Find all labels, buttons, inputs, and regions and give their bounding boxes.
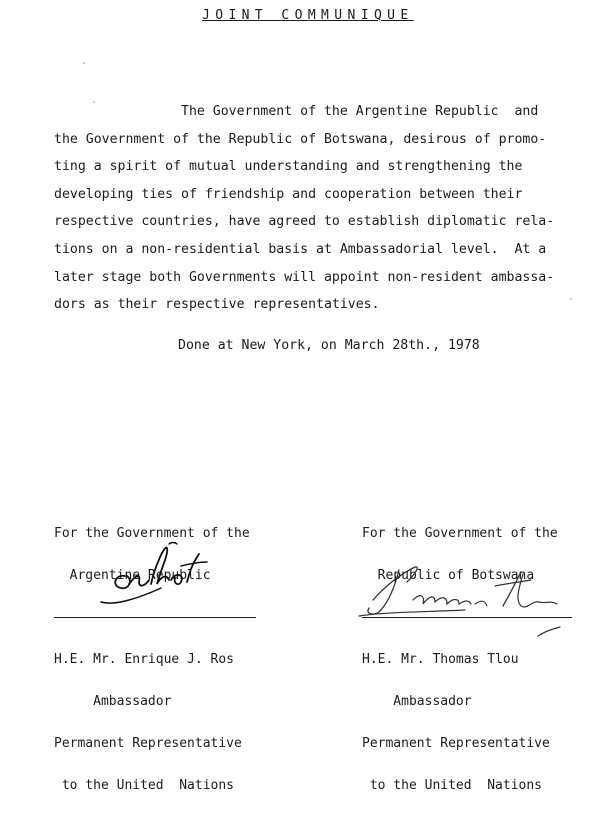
- scan-speck: [93, 101, 95, 103]
- pen-stroke-mark: [536, 626, 562, 638]
- left-signatory-block: [54, 625, 242, 821]
- body-line: dors as their respective representatives.: [54, 297, 380, 313]
- right-heading-line1: For the Government of the: [362, 526, 558, 541]
- right-signatory-title-line1: Permanent Representative: [362, 736, 550, 751]
- right-handwritten-signature: [355, 560, 570, 622]
- left-signatory-role: Ambassador: [54, 694, 172, 709]
- scan-speck: [83, 62, 85, 64]
- left-handwritten-signature: [95, 536, 225, 616]
- body-line: tions on a non-residential basis at Ambassadorial level. At a: [54, 241, 547, 257]
- right-signatory-title-line2: to the United Nations: [362, 778, 543, 793]
- body-line: developing ties of friendship and cooperation between their: [54, 186, 523, 202]
- scan-speck: [570, 298, 572, 300]
- left-signatory-title-line2: to the United Nations: [54, 778, 235, 793]
- body-line: The Government of the Argentine Republic and: [54, 104, 539, 119]
- right-heading-line2: Republic of Botswana: [362, 568, 535, 583]
- done-at-line: Done at New York, on March 28th., 1978: [178, 338, 480, 353]
- left-signature-line: [54, 617, 256, 618]
- body-line: respective countries, have agreed to establish diplomatic rela-: [54, 214, 555, 230]
- right-signatory-block: [362, 625, 550, 821]
- body-line: the Government of the Republic of Botswana, desirous of promo-: [54, 131, 547, 147]
- left-signatory-title-line1: Permanent Representative: [54, 736, 242, 751]
- right-signatory-name: H.E. Mr. Thomas Tlou: [362, 652, 519, 667]
- left-heading-line1: For the Government of the: [54, 526, 250, 541]
- communique-body: [54, 98, 584, 319]
- right-signature-line: [362, 617, 572, 618]
- right-signatory-role: Ambassador: [362, 694, 472, 709]
- left-heading-line2: Argentine Republic: [54, 568, 211, 583]
- body-line: later stage both Governments will appoint non-resident ambassa-: [54, 269, 555, 285]
- body-line: ting a spirit of mutual understanding and strengthening the: [54, 159, 523, 175]
- left-signatory-name: H.E. Mr. Enrique J. Ros: [54, 652, 235, 667]
- document-title: JOINT COMMUNIQUE: [202, 8, 414, 23]
